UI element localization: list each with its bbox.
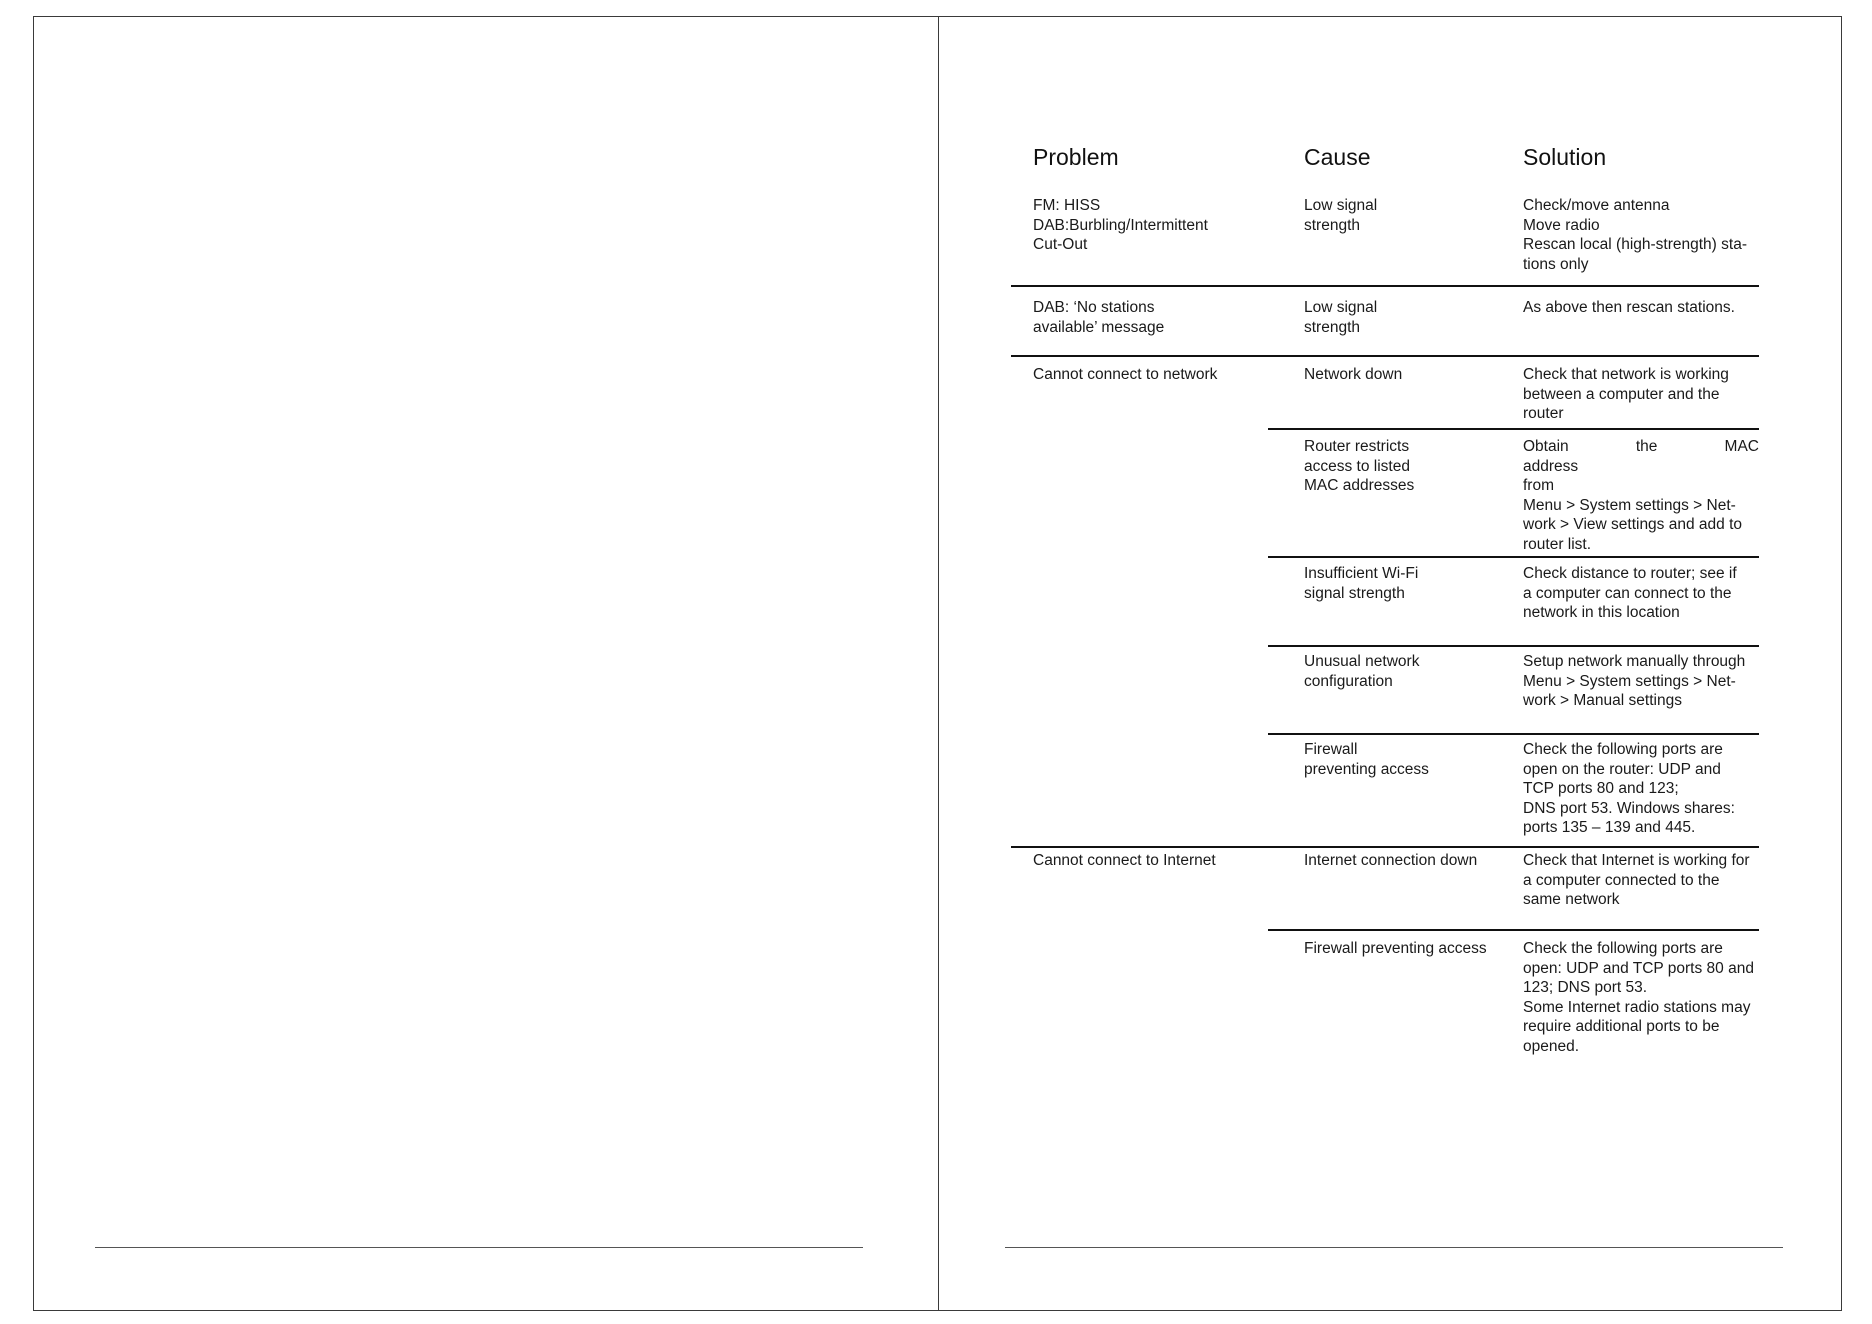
solution-cell <box>1523 365 1759 424</box>
cause-line: access to listed <box>1304 457 1410 475</box>
solution-line: As above then rescan stations. <box>1523 299 1735 316</box>
problem-line: available’ message <box>1033 318 1165 336</box>
solution-line: network in this location <box>1523 604 1680 621</box>
solution-cell <box>1523 740 1759 838</box>
cause-line: Firewall preventing access <box>1304 940 1487 957</box>
cause-cell <box>1304 298 1514 337</box>
row-divider <box>1268 929 1759 931</box>
problem-header: Problem <box>1033 144 1119 170</box>
row-divider <box>1011 846 1759 848</box>
problem-line: FM: HISS <box>1033 197 1101 214</box>
solution-line: router list. <box>1523 535 1592 553</box>
cause-cell <box>1304 851 1514 871</box>
solution-line: Check the following ports are <box>1523 741 1723 758</box>
row-divider <box>1011 285 1759 287</box>
cause-line: Internet connection down <box>1304 852 1478 869</box>
solution-line: between a computer and the <box>1523 385 1720 403</box>
solution-line: work > View settings and add to <box>1523 516 1742 533</box>
solution-line: Rescan local (high-strength) sta- <box>1523 236 1747 253</box>
problem-line: Cannot connect to Internet <box>1033 852 1216 869</box>
cause-line: Low signal <box>1304 299 1378 316</box>
solution-line: ports 135 – 139 and 445. <box>1523 819 1696 836</box>
cause-line: configuration <box>1304 672 1393 690</box>
row-divider <box>1268 556 1759 558</box>
solution-cell <box>1523 652 1759 711</box>
problem-cell <box>1033 298 1273 337</box>
cause-line: Firewall <box>1304 741 1358 758</box>
solution-line: Move radio <box>1523 216 1600 234</box>
row-divider <box>1268 645 1759 647</box>
cause-line: strength <box>1304 216 1361 234</box>
solution-line: tions only <box>1523 255 1589 273</box>
solution-line: work > Manual settings <box>1523 692 1682 709</box>
solution-cell <box>1523 298 1759 318</box>
solution-cell <box>1523 564 1759 623</box>
solution-line: open on the router: UDP and <box>1523 760 1721 778</box>
problem-line: Cannot connect to network <box>1033 366 1218 383</box>
problem-cell <box>1033 365 1273 385</box>
cause-cell <box>1304 740 1514 779</box>
row-divider <box>1011 355 1759 357</box>
right-page-footer-rule <box>1005 1247 1783 1248</box>
solution-line: Obtain the MAC address <box>1523 438 1759 475</box>
solution-line: 123; DNS port 53. <box>1523 979 1648 996</box>
problem-cell <box>1033 851 1273 871</box>
solution-line: TCP ports 80 and 123; <box>1523 780 1679 797</box>
solution-line: from <box>1523 477 1554 494</box>
page-spine-divider <box>938 16 939 1311</box>
cause-cell <box>1304 652 1514 691</box>
cause-line: signal strength <box>1304 584 1405 602</box>
solution-line: a computer can connect to the <box>1523 584 1732 602</box>
cause-cell <box>1304 365 1514 385</box>
solution-line: Some Internet radio stations may <box>1523 998 1751 1016</box>
problem-cell <box>1033 196 1273 255</box>
solution-header: Solution <box>1523 144 1607 170</box>
problem-line: DAB:Burbling/Intermittent <box>1033 216 1208 234</box>
solution-line: DNS port 53. Windows shares: <box>1523 799 1735 817</box>
cause-cell <box>1304 196 1514 235</box>
solution-line: a computer connected to the <box>1523 871 1720 889</box>
solution-line: Check distance to router; see if <box>1523 565 1737 582</box>
cause-cell <box>1304 564 1514 603</box>
cause-line: preventing access <box>1304 760 1429 778</box>
problem-line: DAB: ‘No stations <box>1033 299 1155 316</box>
solution-line: opened. <box>1523 1037 1580 1055</box>
problem-line: Cut-Out <box>1033 236 1088 253</box>
cause-line: MAC addresses <box>1304 477 1415 494</box>
left-page-footer-rule <box>95 1247 863 1248</box>
cause-cell <box>1304 939 1514 959</box>
row-divider <box>1268 428 1759 430</box>
solution-line: same network <box>1523 891 1620 908</box>
cause-cell <box>1304 437 1514 496</box>
solution-line: Check/move antenna <box>1523 197 1670 214</box>
solution-line: router <box>1523 405 1564 422</box>
solution-line: Check that Internet is working for <box>1523 852 1750 869</box>
cause-line: Network down <box>1304 366 1403 383</box>
cause-line: Low signal <box>1304 197 1378 214</box>
solution-cell <box>1523 939 1759 1056</box>
cause-line: Insufficient Wi-Fi <box>1304 565 1419 582</box>
solution-line: Check that network is working <box>1523 366 1729 383</box>
solution-cell <box>1523 851 1759 910</box>
cause-header: Cause <box>1304 144 1371 170</box>
solution-cell <box>1523 196 1759 274</box>
solution-cell <box>1523 437 1759 554</box>
cause-line: Router restricts <box>1304 438 1410 455</box>
solution-line: Menu > System settings > Net- <box>1523 672 1736 690</box>
solution-line: open: UDP and TCP ports 80 and <box>1523 959 1754 977</box>
solution-line: Setup network manually through <box>1523 653 1746 670</box>
cause-line: strength <box>1304 318 1361 336</box>
solution-line: Check the following ports are <box>1523 940 1723 957</box>
cause-line: Unusual network <box>1304 653 1420 670</box>
solution-line: Menu > System settings > Net- <box>1523 496 1736 514</box>
solution-line: require additional ports to be <box>1523 1018 1720 1035</box>
row-divider <box>1268 733 1759 735</box>
